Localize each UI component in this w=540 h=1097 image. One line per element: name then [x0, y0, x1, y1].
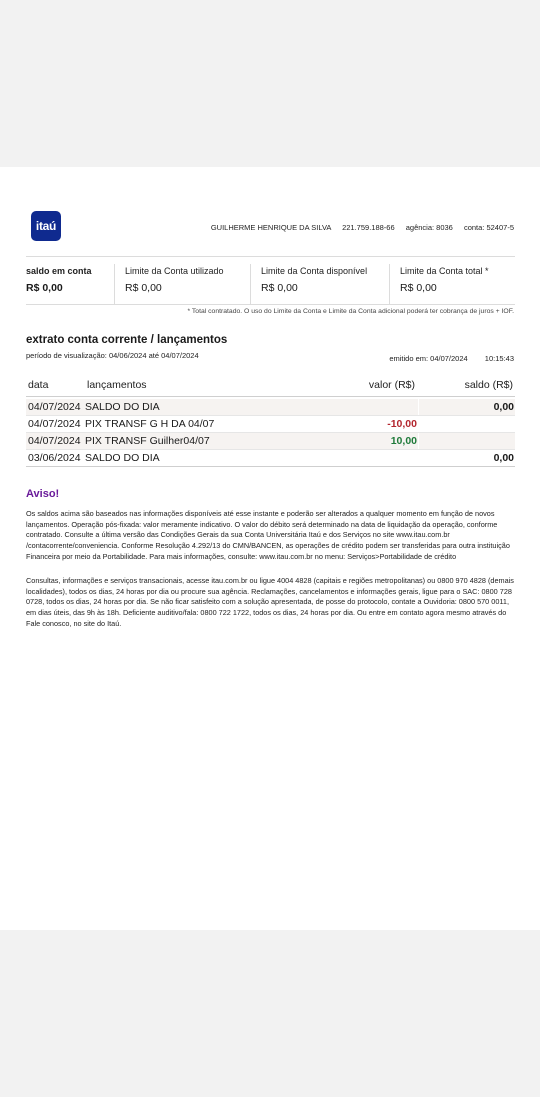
- limit-total-box: [400, 264, 510, 304]
- row-description: SALDO DO DIA: [85, 452, 160, 464]
- row-date: 04/07/2024: [28, 418, 81, 430]
- emitted-date: emitido em: 04/07/2024: [389, 354, 468, 363]
- row-value: -10,00: [387, 418, 417, 430]
- limit-used-box: [125, 264, 250, 304]
- row-date: 04/07/2024: [26, 433, 83, 449]
- table-row: [26, 416, 515, 433]
- divider: [250, 264, 251, 304]
- column-header-date: data: [28, 379, 49, 391]
- balance-box: [26, 264, 114, 304]
- row-date: 03/06/2024: [28, 452, 81, 464]
- notice-title: Aviso!: [26, 488, 60, 500]
- row-value: [324, 450, 418, 466]
- column-header-value: valor (R$): [368, 379, 415, 391]
- divider: [114, 264, 115, 304]
- divider: [26, 304, 515, 305]
- limit-available-value: R$ 0,00: [261, 282, 298, 294]
- table-row: [26, 399, 515, 416]
- notice-paragraph: Os saldos acima são baseados nas informações disponíveis até esse instante e poderão ser alterados a qualquer momento em função de novos lançamentos. Operação pós-fixada: valor meramente indicativo. O valor do débito será determinado na data de liquidação da operação, conforme contratado. Consulte a última versão das Condições Gerais da sua Conta Universitária Itaú e dos Serviços no site www.itau.com.br /contacorrente/conveniencia. Conforme Resolução 4.292/13 do CMN/BANCEN, as operações de crédito podem ser transferidas para outra instituição Financeira por meio da Portabilidade. Para mais informações, consulte: www.itau.com.br no menu: Serviços>Portabilidade de crédito: [26, 509, 510, 561]
- divider: [26, 396, 515, 397]
- limit-total-label: Limite da Conta total *: [400, 266, 489, 276]
- limit-total-value: R$ 0,00: [400, 282, 437, 294]
- limits-footnote: * Total contratado. O uso do Limite da Conta e Limite da Conta adicional poderá ter cobrança de juros + IOF.: [187, 308, 514, 315]
- row-balance: 0,00: [419, 399, 515, 415]
- account-number: conta: 52407-5: [463, 223, 514, 232]
- limit-used-label: Limite da Conta utilizado: [125, 266, 224, 276]
- column-header-description: lançamentos: [87, 379, 147, 391]
- table-row: [26, 450, 515, 467]
- table-row: [26, 433, 515, 450]
- row-value: [324, 399, 418, 415]
- column-header-balance: saldo (R$): [464, 379, 513, 391]
- holder-cpf: 221.759.188-66: [342, 223, 395, 232]
- agency-number: agência: 8036: [405, 223, 453, 232]
- account-holder-info: [202, 223, 514, 232]
- itau-logo: itaú: [31, 211, 61, 241]
- row-description: PIX TRANSF G H DA 04/07: [85, 418, 215, 430]
- limit-available-box: [261, 264, 389, 304]
- row-balance: 0,00: [493, 452, 514, 464]
- row-description: PIX TRANSF Guilher04/07: [83, 433, 324, 449]
- statement-period: período de visualização: 04/06/2024 até 04/07/2024: [26, 351, 199, 360]
- row-date: 04/07/2024: [26, 399, 83, 415]
- holder-name: GUILHERME HENRIQUE DA SILVA: [210, 223, 331, 232]
- row-balance: [419, 416, 515, 432]
- divider: [389, 264, 390, 304]
- statement-page: [0, 167, 540, 930]
- balance-label: saldo em conta: [26, 266, 92, 276]
- limit-available-label: Limite da Conta disponível: [261, 266, 368, 276]
- limit-used-value: R$ 0,00: [125, 282, 162, 294]
- contact-paragraph: Consultas, informações e serviços transacionais, acesse itau.com.br ou ligue 4004 4828 (capitais e regiões metropolitanas) ou 0800 970 4828 (demais localidades), todos os dias, 24 horas por dia ou procure sua agência. Reclamações, cancelamentos e informações gerais, ligue para o SAC: 0800 728 0728, todos os dias, 24 horas por dia. Se não ficar satisfeito com a solução apresentada, de posse do protocolo, contate a Ouvidoria: 0800 570 0011, em dias úteis, das 9h às 18h. Deficiente auditivo/fala: 0800 722 1722, todos os dias, 24 horas por dia. Ou entre em contato agora mesmo através do Fale conosco, no site do Itaú.: [26, 576, 514, 628]
- row-value: 10,00: [324, 433, 418, 449]
- balance-value: R$ 0,00: [26, 282, 63, 294]
- emitted-time: 10:15:43: [484, 354, 514, 363]
- limits-summary: [26, 264, 515, 304]
- divider: [26, 256, 515, 257]
- statement-emitted: [389, 354, 514, 363]
- statement-title: extrato conta corrente / lançamentos: [26, 334, 228, 346]
- row-description: SALDO DO DIA: [83, 399, 324, 415]
- divider: [26, 466, 515, 467]
- row-balance: [419, 433, 515, 449]
